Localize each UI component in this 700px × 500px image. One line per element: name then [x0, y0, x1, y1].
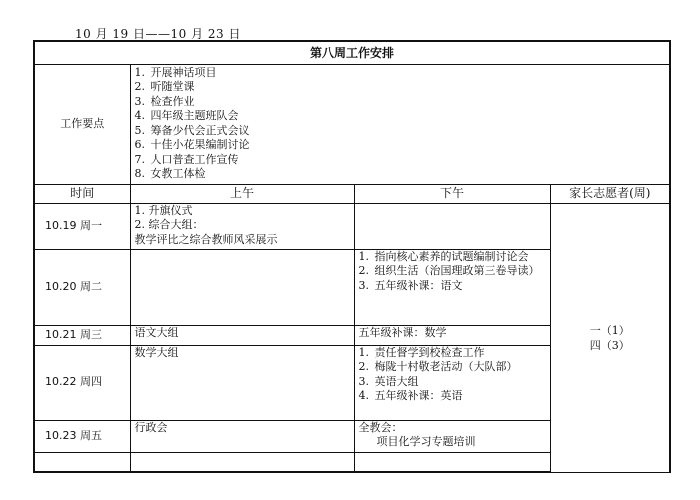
morning-cell: 1. 升旗仪式 2. 综合大组： 教学评比之综合教师风采展示: [130, 203, 354, 249]
day-cell: 10.22 周四: [34, 345, 130, 420]
list-item: 4. 四年级主题班队会: [134, 109, 239, 122]
day-cell: 10.23 周五: [34, 420, 130, 452]
list-item: 3. 五年级补课：语文: [358, 278, 463, 292]
list-item: 2. 组织生活（治国理政第三卷导读）: [358, 264, 540, 277]
list-item: 5. 筹备少代会正式会议: [134, 123, 250, 137]
list-item: 6. 十佳小花果编制讨论: [134, 138, 250, 151]
morning-cell: [130, 249, 354, 325]
list-item: 1. 开展神话项目: [134, 65, 217, 79]
day-cell: 10.21 周三: [34, 325, 130, 345]
empty-cell: [130, 452, 354, 472]
afternoon-cell: [354, 203, 550, 249]
empty-cell: [354, 452, 550, 472]
day-cell: 10.20 周二: [34, 249, 130, 325]
work-points-list: [135, 66, 666, 182]
list-item: 3. 检查作业: [134, 94, 195, 108]
morning-cell: 数学大组: [130, 345, 354, 420]
header-time: 时间: [34, 184, 130, 203]
list-item: 4. 五年级补课：英语: [358, 389, 463, 402]
list-item: 2. 梅陇十村敬老活动（大队部）: [358, 360, 518, 373]
afternoon-cell: [354, 345, 550, 420]
table-title: 第八周工作安排: [34, 41, 670, 64]
list-item: 1. 责任督学到校检查工作: [358, 345, 485, 359]
work-points-cell: [130, 64, 670, 184]
list-item: 3. 英语大组: [358, 374, 419, 388]
list-item: 1. 指向核心素养的试题编制讨论会: [358, 249, 529, 263]
parent-volunteer-cell: 一（1） 四（3）: [550, 203, 670, 472]
header-parent-volunteers: 家长志愿者(周): [550, 184, 670, 203]
weekly-schedule-table: [33, 40, 671, 473]
morning-cell: 语文大组: [130, 325, 354, 345]
header-afternoon: 下午: [354, 184, 550, 203]
table-row: [34, 203, 670, 249]
empty-cell: [34, 452, 130, 472]
date-range: 10 月 19 日——10 月 23 日: [75, 27, 241, 41]
afternoon-cell: 全教会： 项目化学习专题培训: [354, 420, 550, 452]
morning-cell: 行政会: [130, 420, 354, 452]
list-item: 8. 女教工体检: [134, 167, 206, 180]
work-points-label: 工作要点: [34, 64, 130, 184]
header-morning: 上午: [130, 184, 354, 203]
afternoon-cell: [354, 249, 550, 325]
day-cell: 10.19 周一: [34, 203, 130, 249]
afternoon-cell: 五年级补课：数学: [354, 325, 550, 345]
list-item: 2. 听随堂课: [134, 80, 195, 93]
list-item: 7. 人口普查工作宣传: [134, 152, 239, 166]
